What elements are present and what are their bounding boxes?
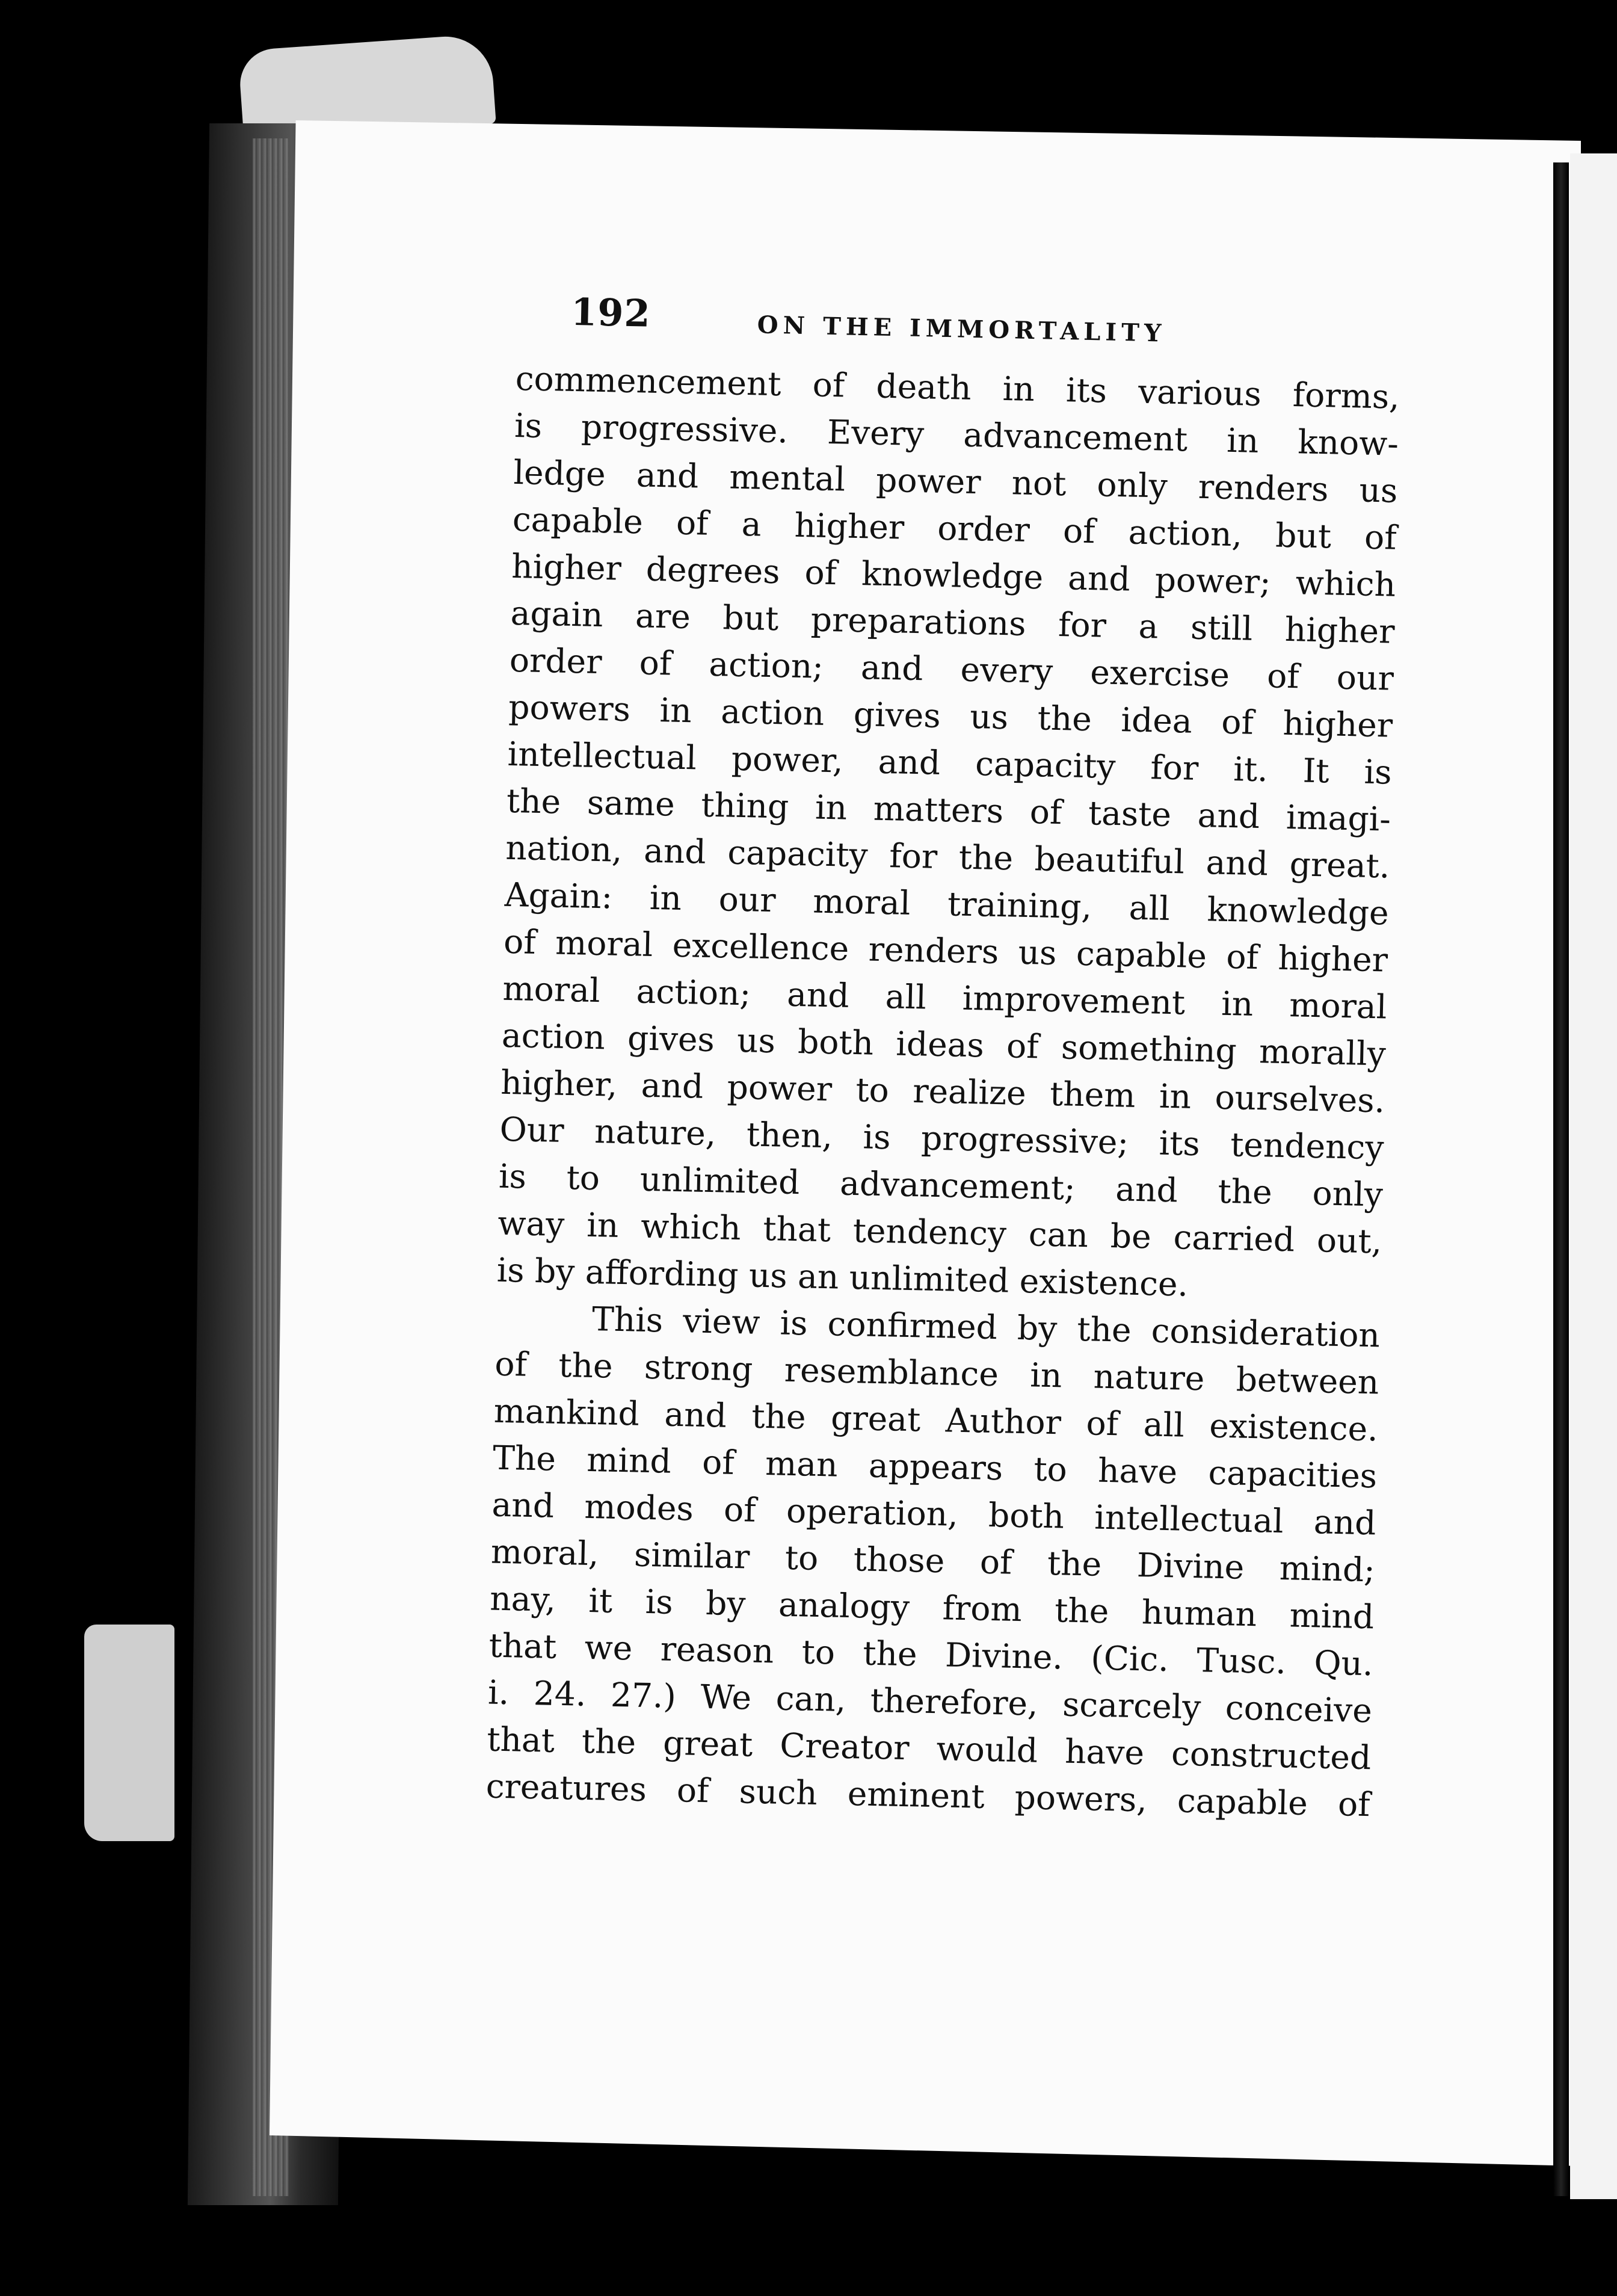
text-line: moral action; and all improvement in moral	[502, 969, 1387, 1026]
text-line: commencement of death in its various forms,	[515, 359, 1400, 416]
text-line: creatures of such eminent powers, capable of	[485, 1767, 1371, 1824]
page-text	[485, 289, 1402, 1828]
text-line: mankind and the great Author of all existence.	[493, 1391, 1379, 1449]
text-line: Again: in our moral training, all knowledge	[504, 875, 1390, 933]
paragraph-2	[485, 1294, 1381, 1828]
text-line: nay, it is by analogy from the human mind	[489, 1579, 1375, 1637]
text-line: way in which that tendency can be carried out,	[497, 1203, 1382, 1261]
text-line: i. 24. 27.) We can, therefore, scarcely conceive	[487, 1673, 1373, 1730]
text-line: and modes of operation, both intellectual and	[491, 1485, 1377, 1543]
text-line: is to unlimited advancement; and the only	[498, 1156, 1384, 1214]
paragraph-1	[496, 355, 1400, 1312]
text-line: of the strong resemblance in nature between	[494, 1344, 1379, 1402]
text-line: Our nature, then, is progressive; its tendency	[499, 1109, 1385, 1167]
running-head: ON THE IMMORTALITY	[757, 310, 1166, 348]
text-line: higher degrees of knowledge and power; which	[511, 546, 1396, 604]
text-line: again are but preparations for a still higher	[510, 593, 1396, 651]
text-line: nation, and capacity for the beautiful and great.	[505, 828, 1390, 886]
text-line: capable of a higher order of action, but of	[512, 499, 1397, 557]
text-line: that the great Creator would have constructed	[486, 1720, 1372, 1777]
text-line: moral, similar to those of the Divine mind;	[490, 1532, 1376, 1590]
paper-tab	[84, 1625, 174, 1841]
text-line: is progressive. Every advancement in know-	[514, 406, 1399, 463]
page-number: 192	[570, 289, 651, 336]
text-line: higher, and power to realize them in ourselves.	[500, 1063, 1385, 1120]
text-line: The mind of man appears to have capacities	[492, 1438, 1378, 1496]
text-line: is by affording us an unlimited existence.	[496, 1250, 1189, 1304]
book-gutter	[1553, 162, 1569, 2196]
text-line: intellectual power, and capacity for it. It is	[507, 734, 1393, 792]
text-line: This view is confirmed by the consideration	[591, 1299, 1381, 1355]
text-line: the same thing in matters of taste and imagi-	[506, 781, 1391, 839]
text-line: ledge and mental power not only renders us	[513, 452, 1398, 510]
text-line: that we reason to the Divine. (Cic. Tusc. Qu.	[488, 1626, 1374, 1683]
text-line: powers in action gives us the idea of higher	[508, 687, 1393, 745]
text-line: of moral excellence renders us capable of higher	[503, 922, 1388, 980]
text-line: action gives us both ideas of something morally	[501, 1016, 1387, 1073]
facing-page	[1570, 153, 1617, 2199]
text-line: order of action; and every exercise of our	[509, 640, 1394, 698]
